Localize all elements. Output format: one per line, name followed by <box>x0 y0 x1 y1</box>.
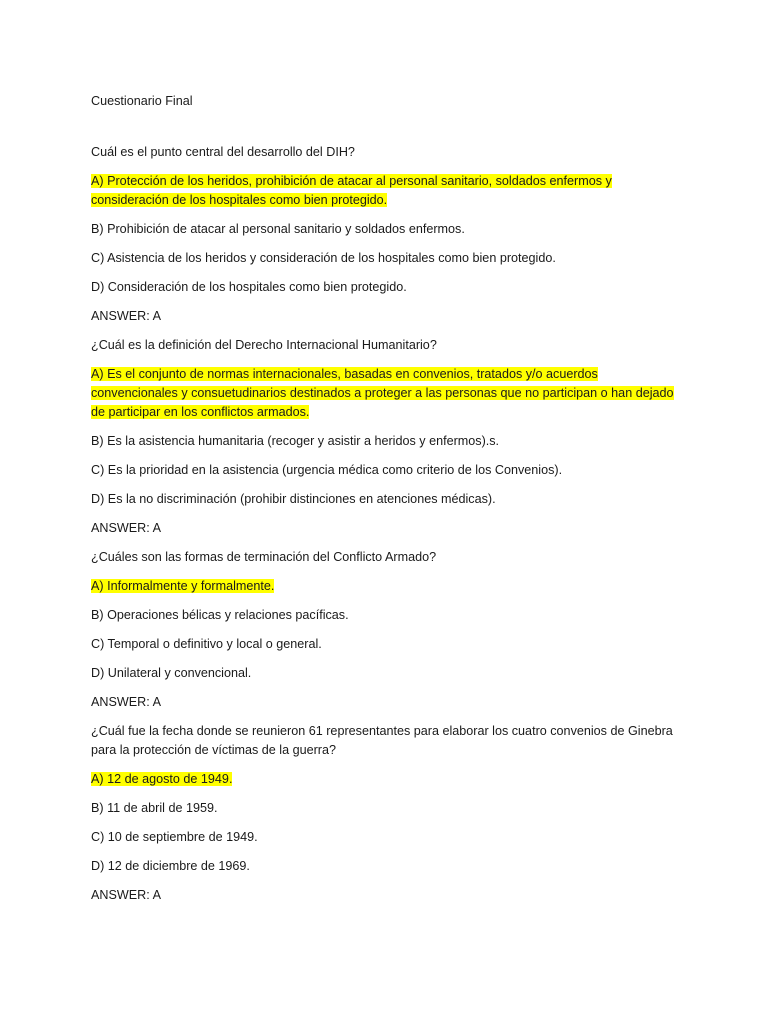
option-b: B) Prohibición de atacar al personal sanitario y soldados enfermos. <box>91 222 465 236</box>
answer-line: ANSWER: A <box>91 521 161 535</box>
option-a-highlighted: A) Es el conjunto de normas internacionales, basadas en convenios, tratados y/o acuerdos convencionales y consuetudinarios destinados a proteger a las personas que no participan o han dejado de participar en los conflictos armados. <box>91 367 674 419</box>
option-a-highlighted: A) 12 de agosto de 1949. <box>91 772 233 786</box>
option-b: B) 11 de abril de 1959. <box>91 801 218 815</box>
option-a <box>91 365 681 422</box>
question-text: Cuál es el punto central del desarrollo del DIH? <box>91 145 355 159</box>
document-page <box>91 92 681 915</box>
question-block <box>91 143 681 326</box>
option-c: C) 10 de septiembre de 1949. <box>91 830 258 844</box>
answer-line: ANSWER: A <box>91 309 161 323</box>
option-a <box>91 172 681 210</box>
question-text: ¿Cuál es la definición del Derecho Internacional Humanitario? <box>91 338 437 352</box>
question-text: ¿Cuál fue la fecha donde se reunieron 61 representantes para elaborar los cuatro convenios de Ginebra para la protección de víctimas de la guerra? <box>91 724 673 757</box>
document-title: Cuestionario Final <box>91 94 193 108</box>
option-d: D) Unilateral y convencional. <box>91 666 252 680</box>
question-block <box>91 722 681 905</box>
option-a <box>91 577 681 596</box>
option-a <box>91 770 681 789</box>
option-c: C) Temporal o definitivo y local o general. <box>91 637 322 651</box>
option-d: D) 12 de diciembre de 1969. <box>91 859 250 873</box>
option-b: B) Es la asistencia humanitaria (recoger y asistir a heridos y enfermos).s. <box>91 434 500 448</box>
option-b: B) Operaciones bélicas y relaciones pacíficas. <box>91 608 349 622</box>
question-text: ¿Cuáles son las formas de terminación del Conflicto Armado? <box>91 550 437 564</box>
question-block <box>91 548 681 712</box>
option-d: D) Es la no discriminación (prohibir distinciones en atenciones médicas). <box>91 492 496 506</box>
option-a-highlighted: A) Informalmente y formalmente. <box>91 579 275 593</box>
answer-line: ANSWER: A <box>91 695 161 709</box>
option-a-highlighted: A) Protección de los heridos, prohibición de atacar al personal sanitario, soldados enfermos y consideración de los hospitales como bien protegido. <box>91 174 612 207</box>
option-c: C) Es la prioridad en la asistencia (urgencia médica como criterio de los Convenios). <box>91 463 563 477</box>
option-c: C) Asistencia de los heridos y consideración de los hospitales como bien protegido. <box>91 251 556 265</box>
answer-line: ANSWER: A <box>91 888 161 902</box>
option-d: D) Consideración de los hospitales como bien protegido. <box>91 280 407 294</box>
question-block <box>91 336 681 538</box>
